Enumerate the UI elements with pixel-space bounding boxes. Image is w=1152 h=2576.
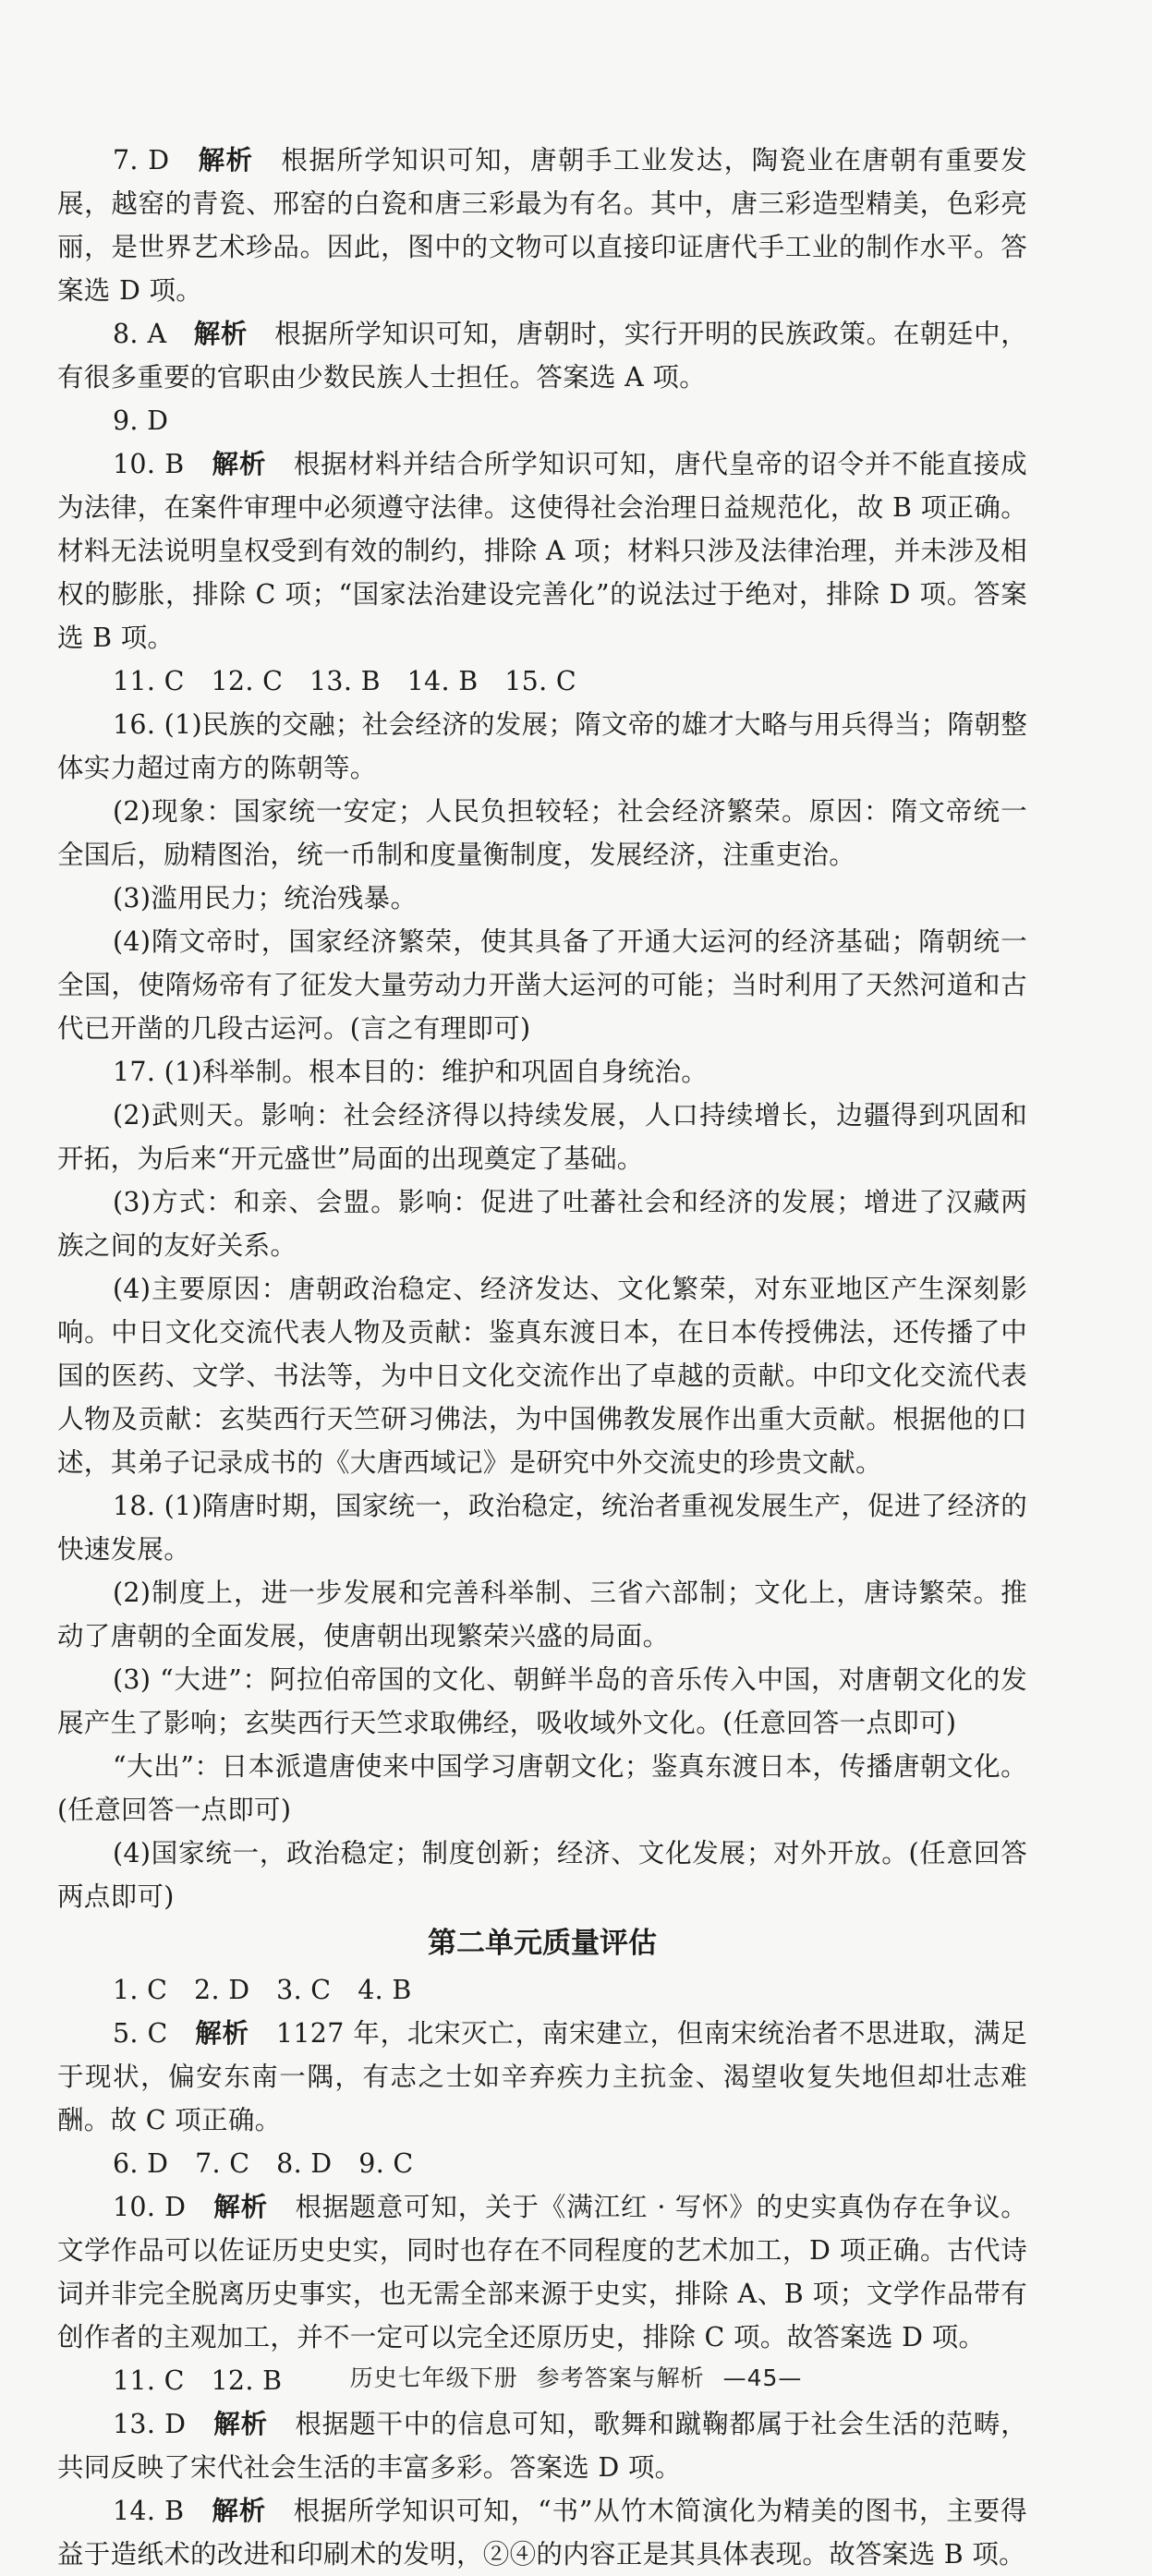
unit2-answer-q10: 10. D 解析 根据题意可知，关于《满江红 · 写怀》的史实真伪存在争议。文学作品可以佐证历史史实，同时也存在不同程度的艺术加工，D 项正确。古代诗词并非完全脱离历史事实，也无需全部来源于史实，排除 A、B 项；文学作品带有创作者的主观加工，并不一定可以完全还原历史，排除 C 项。故答案选 D 项。 xyxy=(57,2192,1027,2352)
page-number: —45— xyxy=(722,2364,803,2391)
analysis-label: 解析 xyxy=(198,145,254,175)
analysis-label: 解析 xyxy=(213,2409,269,2439)
answer-q16-3: (3)滥用民力；统治残暴。 xyxy=(113,883,418,913)
analysis-label: 解析 xyxy=(195,2018,249,2049)
answer-q16-2: (2)现象：国家统一安定；人民负担较轻；社会经济繁荣。原因：隋文帝统一全国后，励精图治，统一币制和度量衡制度，发展经济，注重吏治。 xyxy=(57,796,1027,870)
answer-q18-4: (4)国家统一，政治稳定；制度创新；经济、文化发展；对外开放。(任意回答两点即可) xyxy=(57,1838,1027,1912)
unit2-answer-q6-9: 6. D 7. C 8. D 9. C xyxy=(113,2148,414,2179)
answer-q8: 8. A 解析 根据所学知识可知，唐朝时，实行开明的民族政策。在朝廷中，有很多重要的官职由少数民族人士担任。答案选 A 项。 xyxy=(57,319,1027,393)
unit2-answer-q5: 5. C 解析 1127 年，北宋灭亡，南宋建立，但南宋统治者不思进取，满足于现状，偏安东南一隅，有志之士如辛弃疾力主抗金、渴望收复失地但却壮志难酬。故 C 项正确。 xyxy=(57,2018,1027,2135)
answer-q16-1: 16. (1)民族的交融；社会经济的发展；隋文帝的雄才大略与用兵得当；隋朝整体实力超过南方的陈朝等。 xyxy=(57,709,1027,783)
answer-q17-3: (3)方式：和亲、会盟。影响：促进了吐蕃社会和经济的发展；增进了汉藏两族之间的友好关系。 xyxy=(57,1187,1027,1261)
section-title: 第二单元质量评估 xyxy=(428,1927,657,1960)
answer-q17-4: (4)主要原因：唐朝政治稳定、经济发达、文化繁荣，对东亚地区产生深刻影响。中日文化交流代表人物及贡献：鉴真东渡日本，在日本传授佛法，还传播了中国的医药、文学、书法等，为中日文化交流作出了卓越的贡献。中印文化交流代表人物及贡献：玄奘西行天竺研习佛法，为中国佛教发展作出重大贡献。根据他的口述，其弟子记录成书的《大唐西域记》是研究中外交流史的珍贵文献。 xyxy=(57,1274,1027,1478)
unit2-answer-q13: 13. D 解析 根据题干中的信息可知，歌舞和蹴鞠都属于社会生活的范畴，共同反映了宋代社会生活的丰富多彩。答案选 D 项。 xyxy=(57,2409,1027,2483)
unit2-answer-q11-12: 11. C 12. B xyxy=(113,2365,283,2396)
analysis-label: 解析 xyxy=(212,2496,267,2526)
answer-q18-1: 18. (1)隋唐时期，国家统一，政治稳定，统治者重视发展生产，促进了经济的快速发展。 xyxy=(57,1491,1027,1565)
unit2-answer-q14: 14. B 解析 根据所学知识可知，“书”从竹木简演化为精美的图书，主要得益于造纸术的改进和印刷术的发明，②④的内容正是其具体表现。故答案选 B 项。 xyxy=(57,2496,1027,2570)
analysis-label: 解析 xyxy=(193,319,249,349)
answer-q16-4: (4)隋文帝时，国家经济繁荣，使其具备了开通大运河的经济基础；隋朝统一全国，使隋炀帝有了征发大量劳动力开凿大运河的可能；当时利用了天然河道和古代已开凿的几段古运河。(言之有理即可) xyxy=(57,926,1027,1044)
answer-q18-3a: (3) “大进”：阿拉伯帝国的文化、朝鲜半岛的音乐传入中国，对唐朝文化的发展产生了影响；玄奘西行天竺求取佛经，吸收域外文化。(任意回答一点即可) xyxy=(57,1664,1027,1738)
analysis-label: 解析 xyxy=(212,449,267,479)
footer-subject: 历史七年级下册 xyxy=(349,2364,518,2391)
footer-title: 参考答案与解析 xyxy=(536,2364,705,2391)
answer-q17-2: (2)武则天。影响：社会经济得以持续发展，人口持续增长，边疆得到巩固和开拓，为后来“开元盛世”局面的出现奠定了基础。 xyxy=(57,1100,1027,1174)
answer-q7: 7. D 解析 根据所学知识可知，唐朝手工业发达，陶瓷业在唐朝有重要发展，越窑的青瓷、邢窑的白瓷和唐三彩最为有名。其中，唐三彩造型精美，色彩亮丽，是世界艺术珍品。因此，图中的文物可以直接印证唐代手工业的制作水平。答案选 D 项。 xyxy=(57,145,1027,306)
unit2-answer-q1-4: 1. C 2. D 3. C 4. B xyxy=(113,1975,412,2005)
answer-q17-1: 17. (1)科举制。根本目的：维护和巩固自身统治。 xyxy=(113,1057,709,1087)
page-footer xyxy=(0,2360,1152,2393)
answer-q10: 10. B 解析 根据材料并结合所学知识可知，唐代皇帝的诏令并不能直接成为法律，在案件审理中必须遵守法律。这使得社会治理日益规范化，故 B 项正确。材料无法说明皇权受到有效的制约，排除 A 项；材料只涉及法律治理，并未涉及相权的膨胀，排除 C 项；“国家法治建设完善化”的说法过于绝对，排除 D 项。答案选 B 项。 xyxy=(57,449,1027,653)
answer-q11-15: 11. C 12. C 13. B 14. B 15. C xyxy=(113,666,576,696)
analysis-label: 解析 xyxy=(213,2192,269,2222)
answer-q9: 9. D xyxy=(113,405,169,436)
answer-q18-3b: “大出”：日本派遣唐使来中国学习唐朝文化；鉴真东渡日本，传播唐朝文化。(任意回答一点即可) xyxy=(57,1751,1027,1825)
answer-q18-2: (2)制度上，进一步发展和完善科举制、三省六部制；文化上，唐诗繁荣。推动了唐朝的全面发展，使唐朝出现繁荣兴盛的局面。 xyxy=(57,1578,1027,1651)
